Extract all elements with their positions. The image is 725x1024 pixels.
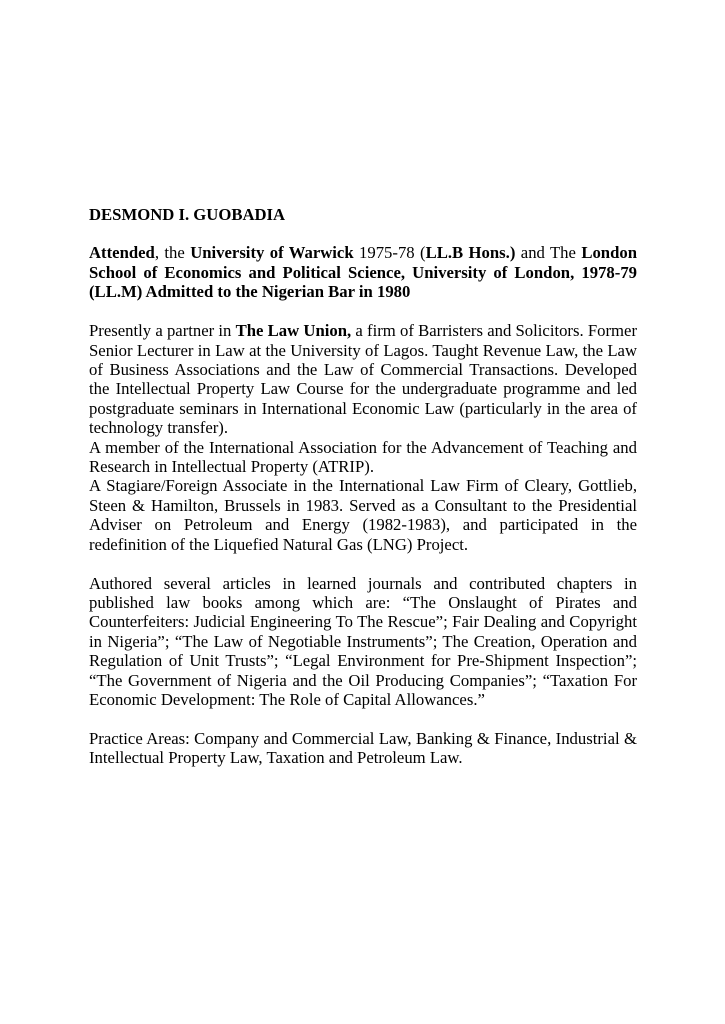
career-text-2: a firm of Barristers and Solicitors. Former Senior Lecturer in Law at the University of Lagos. Taught Revenue Law, the Law of Business Associations and the Law of Commercial Transactions. Developed the Intellectual Property Law Course for the undergraduate programme and led postgraduate seminars in International Economic Law (particularly in the area of technology transfer). [89, 321, 638, 438]
spacer [89, 709, 637, 729]
spacer [89, 302, 637, 322]
education-text-1: , the [154, 243, 191, 263]
stagiare-paragraph: A Stagiare/Foreign Associate in the International Law Firm of Cleary, Gottlieb, Steen & Hamilton, Brussels in 1983. Served as a Consultant to the Presidential Adviser on Petroleum and Energy (1982-1983), and participated in the redefinition of the Liquefied Natural Gas (LNG) Project. [89, 476, 637, 554]
publications-paragraph: Authored several articles in learned journals and contributed chapters in published law books among which are: “The Onslaught of Pirates and Counterfeiters: Judicial Engineering To The Rescue”; Fair Dealing and Copyright in Nigeria”; “The Law of Negotiable Instruments”; The Creation, Operation and Regulation of Unit Trusts”; “Legal Environment for Pre-Shipment Inspection”; “The Government of Nigeria and the Oil Producing Companies”; “Taxation For Economic Development: The Role of Capital Allowances.” [89, 573, 637, 709]
education-text-2: 1975-78 ( [353, 243, 426, 263]
firm-name: The Law Union, [235, 321, 352, 341]
education-paragraph [89, 243, 637, 301]
university-lse: London School of Economics and Political Science, University of London, 1978-79 (LL.M) Admitted to the Nigerian Bar in 1980 [89, 243, 637, 302]
document-page [89, 205, 637, 768]
university-warwick: University of Warwick [190, 243, 354, 263]
education-text-3: and The [515, 243, 582, 263]
degree-llb: LL.B Hons.) [425, 243, 516, 263]
career-paragraph [89, 321, 637, 437]
person-name: DESMOND I. GUOBADIA [89, 205, 286, 224]
spacer [89, 554, 637, 574]
career-text-1: Presently a partner in [89, 321, 236, 341]
membership-paragraph: A member of the International Association for the Advancement of Teaching and Research in Intellectual Property (ATRIP). [89, 437, 637, 476]
practice-areas-paragraph: Practice Areas: Company and Commercial Law, Banking & Finance, Industrial & Intellectual Property Law, Taxation and Petroleum Law. [89, 728, 637, 768]
attended-label: Attended [89, 243, 155, 263]
